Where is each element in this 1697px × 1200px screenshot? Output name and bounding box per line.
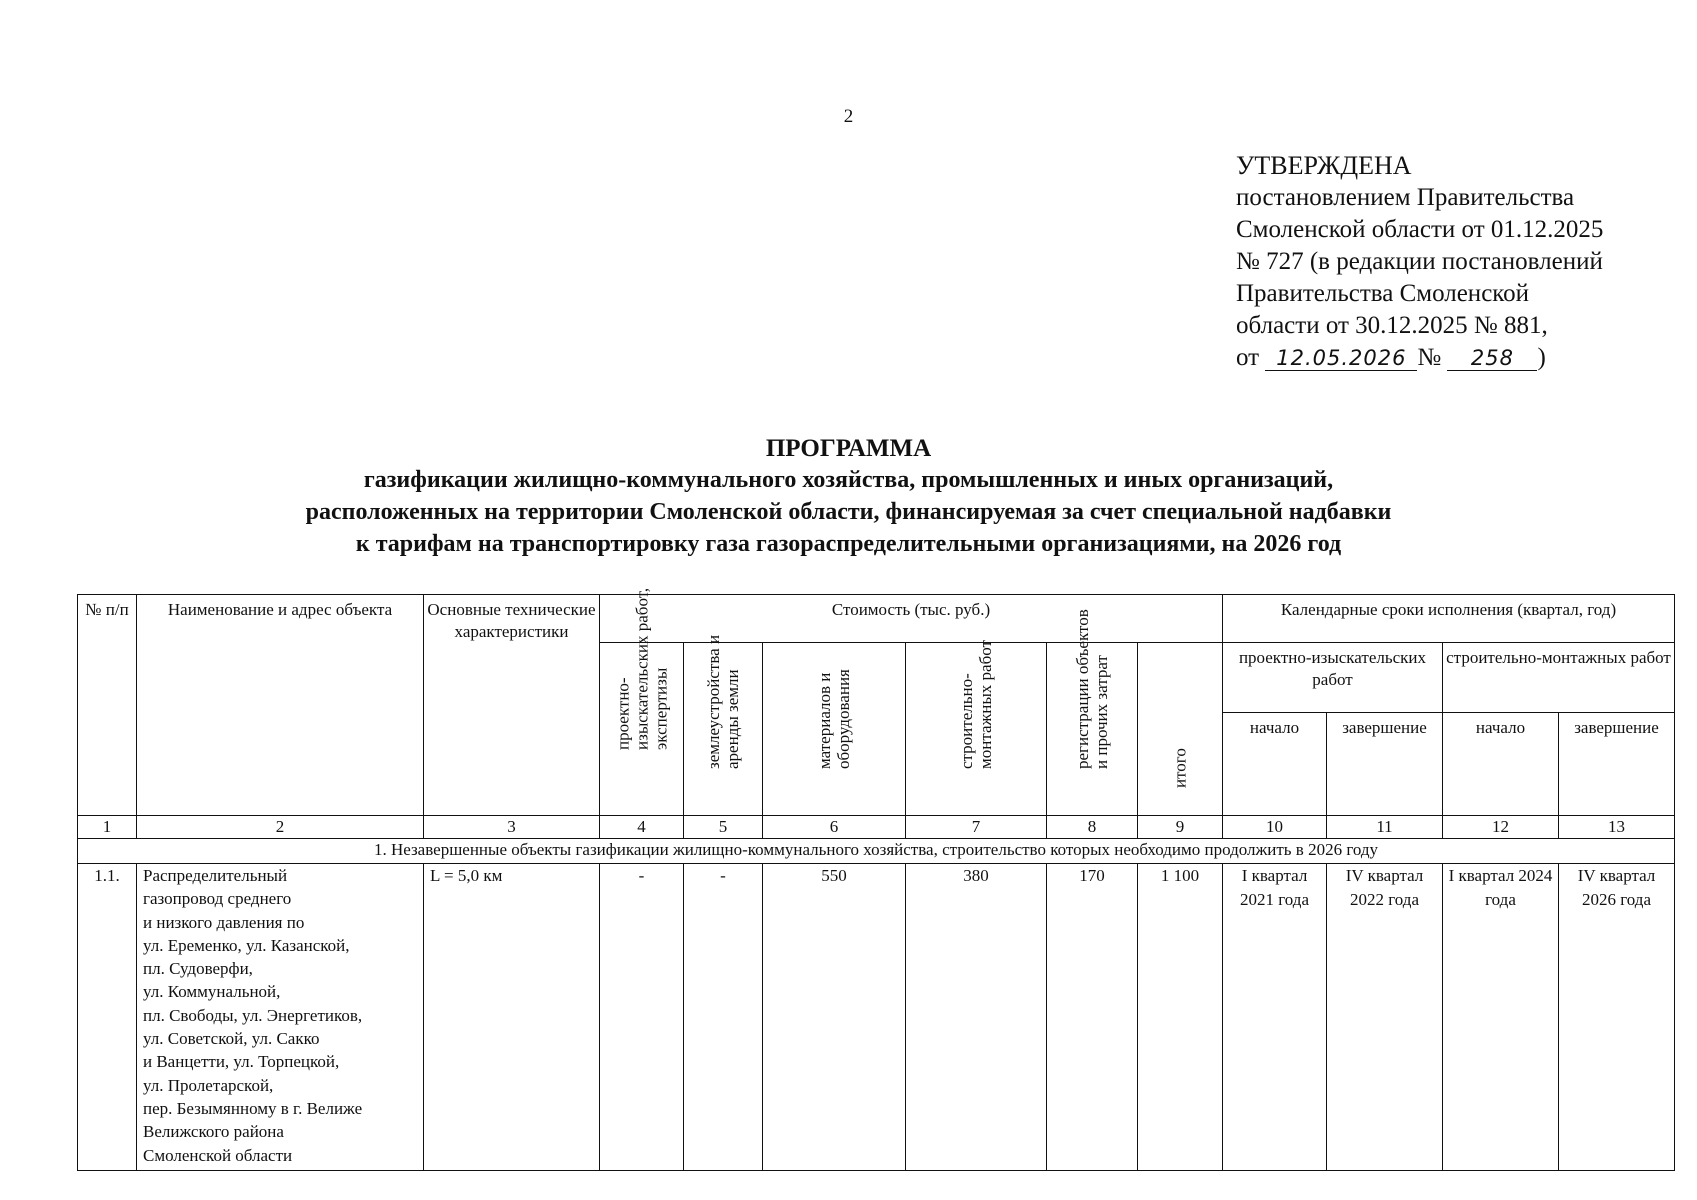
row-other-cost: 170 — [1047, 864, 1138, 1171]
approval-prefix: от — [1236, 344, 1260, 371]
header-construction-start: начало — [1443, 713, 1559, 816]
column-number: 13 — [1559, 816, 1675, 839]
handwritten-number: 258 — [1447, 346, 1537, 371]
column-number: 10 — [1223, 816, 1327, 839]
number-sign: № — [1417, 344, 1442, 371]
row-num: 1.1. — [78, 864, 137, 1171]
title-line: газификации жилищно-коммунального хозяйства, промышленных и иных организаций, — [363, 467, 1334, 493]
header-survey-cost — [600, 587, 684, 816]
header-tech: Основные технические характеристики — [424, 595, 600, 816]
row-survey-cost: - — [600, 864, 684, 1171]
approval-last-line — [1236, 342, 1603, 374]
row-name: Распределительный газопровод среднего и низкого давления по ул. Еременко, ул. Казанской, пл. Судоверфи, ул. Коммунальной, пл. Свободы, ул. Энергетиков, ул. Советской, ул. Сакко и Ванцетти, ул. Торпецкой, ул. Пролетарской, пер. Безымянному в г. Велиже Велижского района Смоленской области — [137, 864, 424, 1171]
column-number: 1 — [78, 816, 137, 839]
header-construction-group: строительно-монтажных работ — [1443, 643, 1675, 713]
column-number: 2 — [137, 816, 424, 839]
row-survey-end: IV квартал 2022 года — [1327, 864, 1443, 1171]
approval-heading: УТВЕРЖДЕНА — [1236, 151, 1412, 180]
header-total-text: итого — [1170, 748, 1190, 788]
header-total — [1138, 643, 1223, 816]
column-number: 11 — [1327, 816, 1443, 839]
header-materials-cost-text: материалов и оборудования — [815, 669, 853, 769]
title-line: расположенных на территории Смоленской области, финансируемая за счет специальной надбавки — [305, 499, 1392, 525]
row-construction-start: I квартал 2024 года — [1443, 864, 1559, 1171]
header-other-cost-text: регистрации объектов и прочих затрат — [1073, 609, 1111, 769]
row-construction-end: IV квартал 2026 года — [1559, 864, 1675, 1171]
header-terms-group: Календарные сроки исполнения (квартал, год) — [1223, 595, 1675, 643]
header-num: № п/п — [78, 595, 137, 816]
row-materials-cost: 550 — [763, 864, 906, 1171]
row-total: 1 100 — [1138, 864, 1223, 1171]
column-number-row — [78, 816, 1675, 839]
approval-line: области от 30.12.2025 № 881, — [1236, 312, 1548, 339]
header-land-cost — [684, 634, 763, 816]
header-name: Наименование и адрес объекта — [137, 595, 424, 816]
approval-block — [1236, 150, 1603, 374]
header-cost-group: Стоимость (тыс. руб.) — [600, 595, 1223, 643]
row-construction-cost: 380 — [906, 864, 1047, 1171]
title-main: ПРОГРАММА — [765, 435, 932, 462]
header-materials-cost — [763, 643, 906, 816]
approval-line: Смоленской области от 01.12.2025 — [1236, 216, 1604, 243]
table-row — [78, 864, 1675, 1171]
title-line: к тарифам на транспортировку газа газораспределительными организациями, на 2026 год — [355, 531, 1342, 557]
approval-line: Правительства Смоленской — [1236, 280, 1530, 307]
column-number: 8 — [1047, 816, 1138, 839]
header-survey-end: завершение — [1327, 713, 1443, 816]
row-tech: L = 5,0 км — [424, 864, 600, 1171]
header-survey-cost-text: проектно-изыскательских работ, экспертизы — [613, 587, 670, 750]
section-title: 1. Незавершенные объекты газификации жилищно-коммунального хозяйства, строительство которых необходимо продолжить в 2026 году — [78, 839, 1675, 864]
page-number: 2 — [843, 106, 854, 127]
row-land-cost: - — [684, 864, 763, 1171]
header-construction-end: завершение — [1559, 713, 1675, 816]
header-construction-cost-text: строительно-монтажных работ — [957, 640, 995, 769]
approval-line: № 727 (в редакции постановлений — [1236, 248, 1603, 275]
header-construction-cost — [906, 640, 1047, 816]
approval-line: постановлением Правительства — [1236, 184, 1575, 211]
column-number: 7 — [906, 816, 1047, 839]
header-survey-start: начало — [1223, 713, 1327, 816]
column-number: 9 — [1138, 816, 1223, 839]
column-number: 3 — [424, 816, 600, 839]
header-survey-group: проектно-изыскательских работ — [1223, 643, 1443, 713]
section-row — [78, 839, 1675, 864]
document-title — [0, 434, 1697, 560]
column-number: 12 — [1443, 816, 1559, 839]
column-number: 5 — [684, 816, 763, 839]
column-number: 6 — [763, 816, 906, 839]
handwritten-date: 12.05.2026 — [1265, 346, 1417, 371]
program-table — [77, 587, 1675, 1171]
row-survey-start: I квартал 2021 года — [1223, 864, 1327, 1171]
closing-paren: ) — [1537, 344, 1546, 371]
header-other-cost — [1047, 609, 1138, 816]
column-number: 4 — [600, 816, 684, 839]
header-land-cost-text: землеустройства и аренды земли — [704, 634, 742, 769]
